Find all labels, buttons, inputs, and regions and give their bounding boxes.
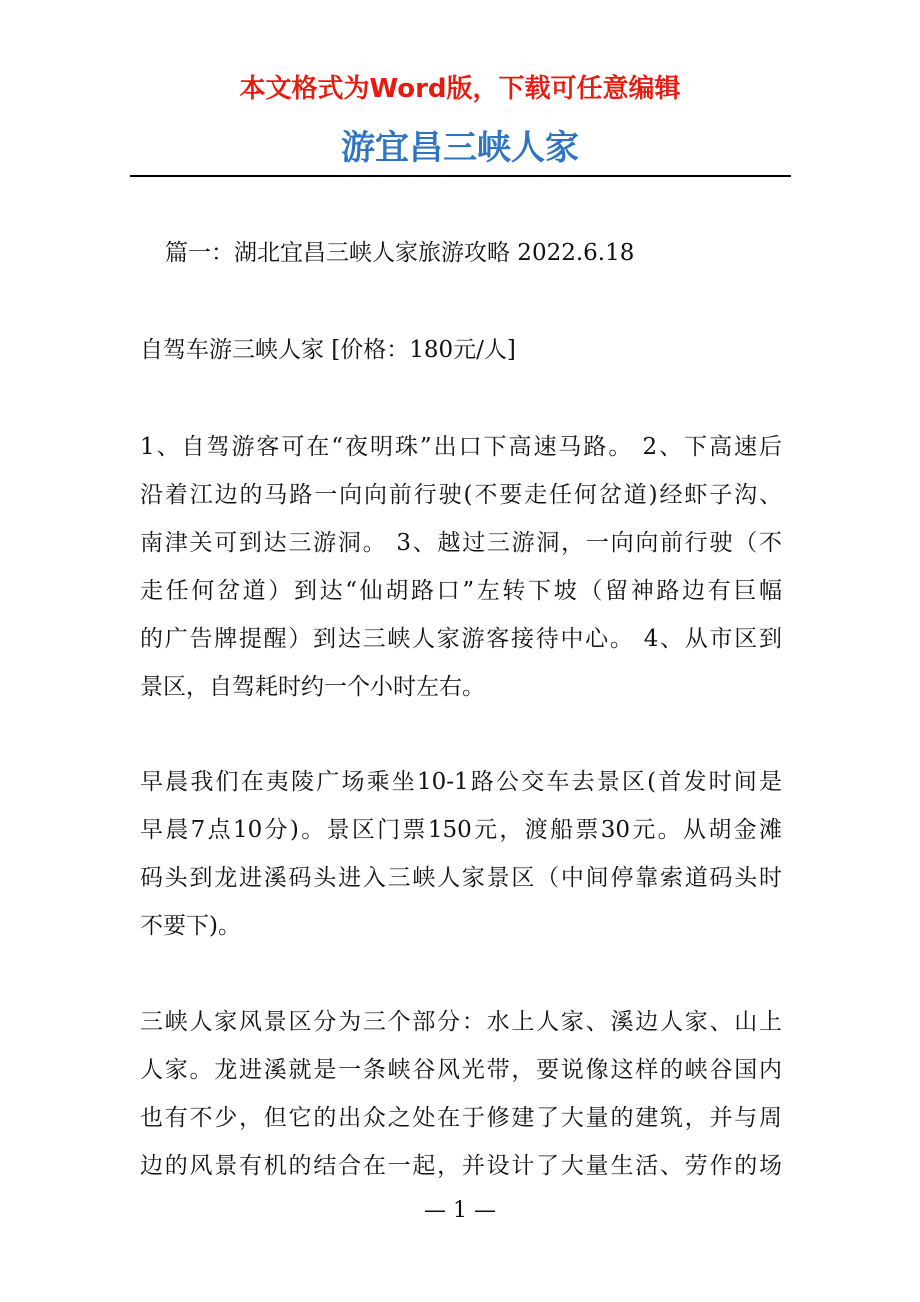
text-line: 也有不少，但它的出众之处在于修建了大量的建筑，并与周 bbox=[140, 1105, 782, 1131]
text-line: 人家。龙进溪就是一条峡谷风光带，要说像这样的峡谷国内 bbox=[140, 1057, 782, 1083]
text-line: 早晨7点10分)。景区门票150元，渡船票30元。从胡金滩 bbox=[140, 817, 782, 843]
text-line: 码头到龙进溪码头进入三峡人家景区（中间停靠索道码头时 bbox=[140, 865, 782, 891]
subheading: 自驾车游三峡人家 [价格：180元/人] bbox=[140, 337, 516, 363]
text-line: 走任何岔道）到达“仙胡路口”左转下坡（留神路边有巨幅 bbox=[140, 578, 782, 604]
title-divider bbox=[130, 175, 791, 177]
text-line: 三峡人家风景区分为三个部分：水上人家、溪边人家、山上 bbox=[140, 1009, 782, 1035]
download-banner: 本文格式为Word版，下载可任意编辑 bbox=[239, 74, 681, 104]
text-line: 的广告牌提醒）到达三峡人家游客接待中心。 4、从市区到 bbox=[140, 626, 782, 652]
text-line: 1、自驾游客可在“夜明珠”出口下高速马路。 2、下高速后 bbox=[140, 434, 782, 460]
text-line: 不要下)。 bbox=[140, 913, 241, 939]
section-heading: 篇一：湖北宜昌三峡人家旅游攻略 2022.6.18 bbox=[165, 240, 635, 266]
text-line: 边的风景有机的结合在一起，并设计了大量生活、劳作的场 bbox=[140, 1153, 782, 1179]
text-line: 沿着江边的马路一向向前行驶(不要走任何岔道)经虾子沟、 bbox=[140, 482, 782, 508]
page-number: — 1 — bbox=[424, 1198, 496, 1223]
text-line: 景区，自驾耗时约一个小时左右。 bbox=[140, 674, 485, 700]
document-title: 游宜昌三峡人家 bbox=[341, 128, 579, 168]
text-line: 早晨我们在夷陵广场乘坐10-1路公交车去景区(首发时间是 bbox=[140, 769, 782, 795]
text-line: 南津关可到达三游洞。 3、越过三游洞，一向向前行驶（不 bbox=[140, 530, 782, 556]
